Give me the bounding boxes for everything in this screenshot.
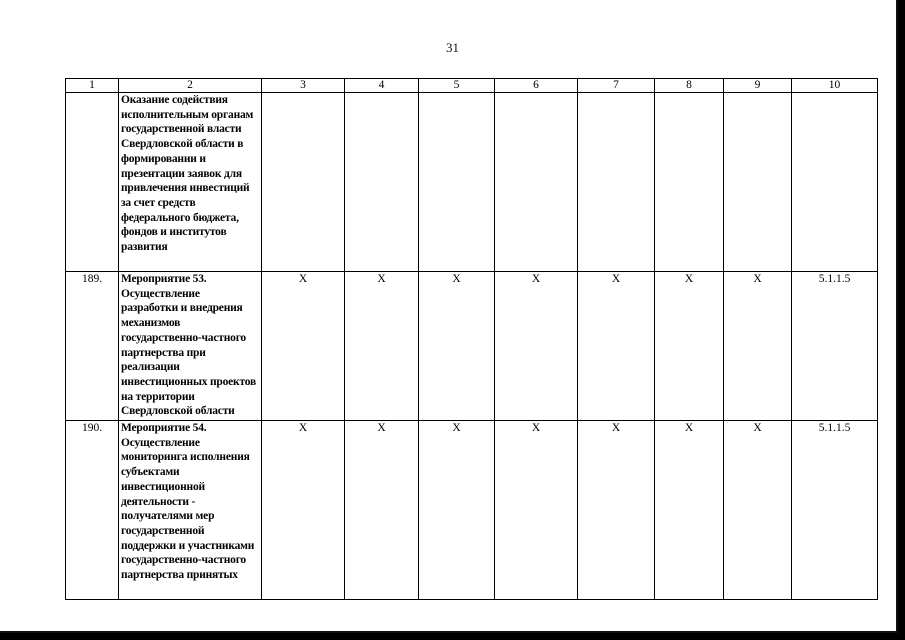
- page-number: 31: [446, 40, 459, 55]
- row-mark: Х: [419, 272, 495, 421]
- column-header: 5: [419, 79, 495, 93]
- column-header: 9: [724, 79, 792, 93]
- row-number: 189.: [66, 272, 119, 421]
- table-row: [66, 272, 878, 421]
- row-code: 5.1.1.5: [792, 421, 878, 600]
- row-mark: Х: [655, 272, 724, 421]
- row-mark: [655, 93, 724, 272]
- row-mark: Х: [262, 272, 345, 421]
- row-mark: Х: [724, 421, 792, 600]
- table-row: [66, 421, 878, 600]
- column-header: 8: [655, 79, 724, 93]
- row-mark: [495, 93, 578, 272]
- row-mark: Х: [345, 421, 419, 600]
- row-mark: [345, 93, 419, 272]
- column-header: 1: [66, 79, 119, 93]
- row-mark: Х: [262, 421, 345, 600]
- row-description: Мероприятие 54. Осуществление мониторинга исполнения субъектами инвестиционной деятельности - получателями мер государственной поддержки и участниками государственно-частного партнерства принятых: [119, 421, 262, 600]
- row-mark: Х: [724, 272, 792, 421]
- row-mark: [578, 93, 655, 272]
- row-mark: Х: [419, 421, 495, 600]
- row-number: 190.: [66, 421, 119, 600]
- row-mark: Х: [495, 421, 578, 600]
- row-mark: [262, 93, 345, 272]
- row-number: [66, 93, 119, 272]
- column-header: 4: [345, 79, 419, 93]
- column-header: 10: [792, 79, 878, 93]
- row-description: Мероприятие 53. Осуществление разработки и внедрения механизмов государственно-частного партнерства при реализации инвестиционных проектов на территории Свердловской области: [119, 272, 262, 421]
- column-header: 2: [119, 79, 262, 93]
- row-mark: Х: [495, 272, 578, 421]
- column-header: 6: [495, 79, 578, 93]
- row-mark: [724, 93, 792, 272]
- row-mark: [419, 93, 495, 272]
- row-mark: Х: [578, 421, 655, 600]
- column-header: 3: [262, 79, 345, 93]
- row-mark: Х: [345, 272, 419, 421]
- row-mark: Х: [655, 421, 724, 600]
- header-row: [66, 79, 878, 93]
- row-code: [792, 93, 878, 272]
- row-code: 5.1.1.5: [792, 272, 878, 421]
- column-header: 7: [578, 79, 655, 93]
- table-row: [66, 93, 878, 272]
- measures-table: [65, 78, 878, 600]
- row-mark: Х: [578, 272, 655, 421]
- row-description: Оказание содействия исполнительным органам государственной власти Свердловской области в формировании и презентации заявок для привлечения инвестиций за счет средств федерального бюджета, фондов и институтов развития: [119, 93, 262, 272]
